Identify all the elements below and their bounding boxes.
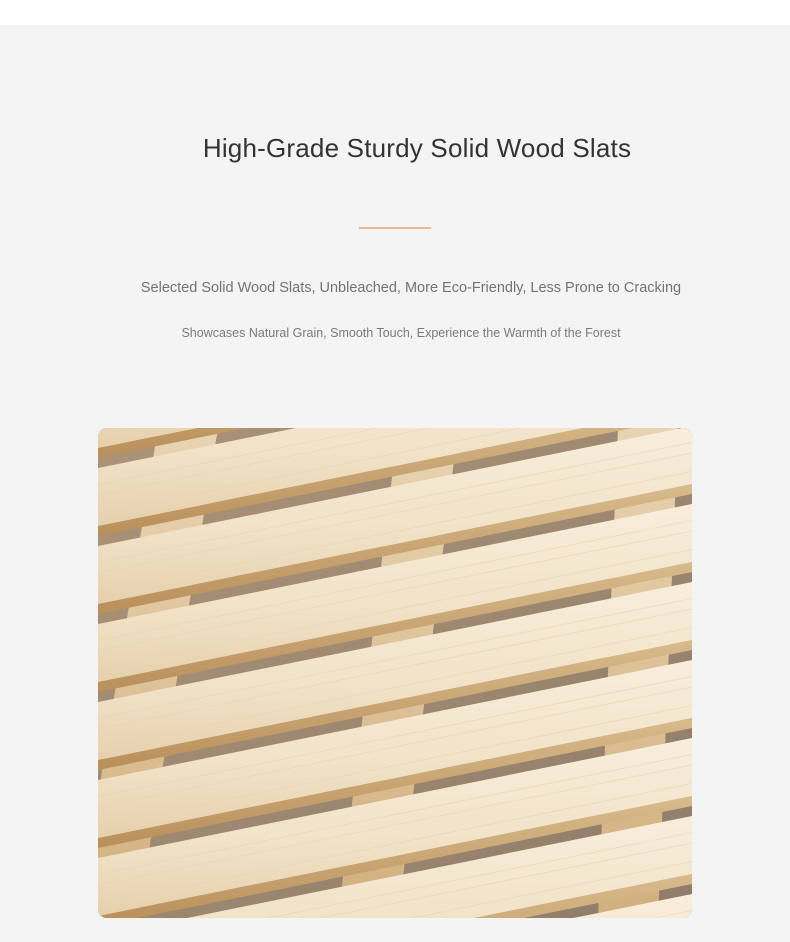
accent-divider [359,227,431,229]
wood-slats-photo [98,428,692,918]
section-description: Showcases Natural Grain, Smooth Touch, Experience the Warmth of the Forest [181,326,621,340]
wood-slats-photo-icon [98,428,692,918]
section-title: High-Grade Sturdy Solid Wood Slats [202,133,632,163]
top-white-strip [0,0,790,25]
feature-section [0,25,790,942]
section-subtitle: Selected Solid Wood Slats, Unbleached, More Eco-Friendly, Less Prone to Cracking [140,280,682,296]
